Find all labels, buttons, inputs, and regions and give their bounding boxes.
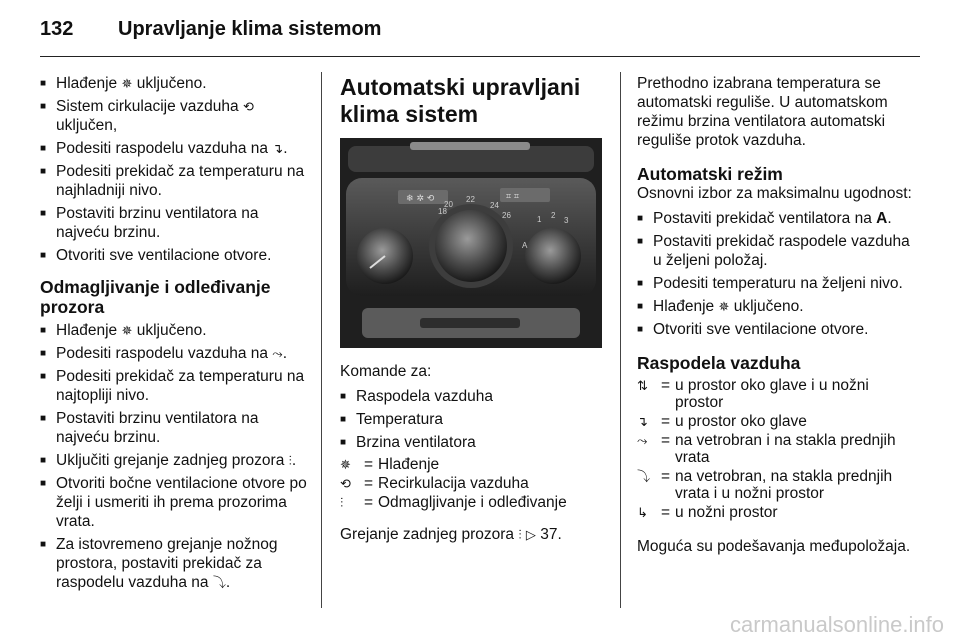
fan-label: 1 [537,215,542,224]
symbol-legend [340,456,567,513]
snowflake-icon: ✵ [718,300,730,315]
controls-intro: Komande za: [340,363,432,380]
list-item: ■ Temperatura [340,410,605,429]
auto-mode-intro: Osnovni izbor za maksimalnu ugodnost: [637,185,912,202]
fan-label: 3 [564,216,569,225]
list-item: ■ Podesiti prekidač za temperaturu na najtopliji nivo. [40,367,308,405]
section-heading-automatic: Automatski upravljani klima sistem [340,74,581,127]
list-item: ■ Postaviti brzinu ventilatora na najveću brzinu. [40,204,308,242]
page-number: 132 [40,18,74,40]
column-divider-2 [620,72,621,608]
list-item: ■ Otvoriti sve ventilacione otvore. [637,320,920,339]
list-item: ■ Za istovremeno grejanje nožnog prostora, postaviti prekidač za raspodelu vazduha na ⤵. [40,535,308,592]
air-distribution-legend [637,377,920,523]
column-divider-1 [321,72,322,608]
list-item: ■ Otvoriti sve ventilacione otvore. [40,246,308,265]
list-item: ■ Raspodela vazduha [340,387,605,406]
airflow-windshield-foot-icon: ⤵ [212,576,226,591]
rear-window-reference: Grejanje zadnjeg prozora ⫶ ▷ 37. [340,526,562,543]
list-item: ■ Postaviti prekidač raspodele vazduha u željeni položaj. [637,232,920,270]
svg-text:⌗ ⌗: ⌗ ⌗ [506,192,519,202]
list-item: ■ Postaviti brzinu ventilatora na najveću brzinu. [40,409,308,447]
airflow-windshield-icon: ⤳ [637,434,648,449]
list-item: ■ Postaviti prekidač ventilatora na A. [637,209,920,228]
snowflake-icon: ✵ [121,77,133,92]
page-header [40,18,920,52]
legend-row: ⤵ = na vetrobran, na stakla prednjih vrata i u nožni prostor [637,468,893,502]
fan-label: A [522,241,528,250]
section-heading-defog: Odmagljivanje i odleđivanje prozora [40,277,271,317]
snowflake-icon: ✵ [121,324,133,339]
legend-row: ↴ = u prostor oko glave [637,413,807,430]
controls-list [340,387,605,452]
legend-row: ↳ = u nožni prostor [637,504,778,521]
legend-row: ⫶ = Odmagljivanje i odleđivanje [340,494,567,511]
column-1 [40,74,308,596]
section-heading-auto-mode: Automatski režim [637,164,783,184]
airflow-foot-icon: ↳ [637,506,648,521]
watermark: carmanualsonline.info [729,612,944,637]
page-title: Upravljanje klima sistemom [118,18,382,40]
list-item: ■ Sistem cirkulacije vazduha ⟲ uključen, [40,97,308,135]
airflow-head-icon: ↴ [272,142,284,157]
list-item: ■ Hlađenje ✵ uključeno. [637,297,920,316]
list-item: ■ Podesiti temperaturu na željeni nivo. [637,274,920,293]
outro-paragraph: Moguća su podešavanja međupoložaja. [637,538,911,555]
temp-label: 26 [502,211,511,220]
list-item: ■ Uključiti grejanje zadnjeg prozora ⫶. [40,451,308,470]
airflow-head-icon: ↴ [637,415,648,430]
fan-label: 2 [551,211,556,220]
control-panel-illustration [340,138,602,348]
legend-row: ⟲ = Recirkulacija vazduha [340,475,529,492]
list-item: ■ Podesiti prekidač za temperaturu na najhladniji nivo. [40,162,308,200]
defrost-icon: ⫶ [340,496,344,511]
temp-label: 22 [466,195,475,204]
column-3 [637,74,920,562]
column-2 [340,74,605,550]
airflow-head-foot-icon: ⇅ [637,379,648,394]
rear-window-heating-icon: ⫶ [288,454,292,469]
temp-label: 18 [438,207,447,216]
list-item: ■ Otvoriti bočne ventilacione otvore po želji i usmeriti ih prema prozorima vrata. [40,474,308,531]
section-heading-air-distribution: Raspodela vazduha [637,353,801,373]
fan-speed-knob [525,228,581,284]
list-item: ■ Brzina ventilatora [340,433,605,452]
list-item: ■ Podesiti raspodelu vazduha na ⤳. [40,344,308,363]
rear-window-heating-icon: ⫶ [518,528,522,543]
list-item: ■ Podesiti raspodelu vazduha na ↴. [40,139,308,158]
climate-control-panel-photo [340,138,602,348]
list-item: ■ Hlađenje ✵ uključeno. [40,321,308,340]
temp-label: 20 [444,200,453,209]
recirculation-icon: ⟲ [242,100,254,115]
temp-label: 24 [490,201,499,210]
legend-row: ✵ = Hlađenje [340,456,440,473]
defog-steps-list [40,321,308,592]
auto-mode-list [637,209,920,339]
airflow-windshield-foot-icon: ⤵ [637,470,651,485]
header-rule [40,56,920,57]
recirculation-icon: ⟲ [340,477,351,492]
list-item: ■ Hlađenje ✵ uključeno. [40,74,308,93]
intro-paragraph: Prethodno izabrana temperatura se automatski reguliše. U automatskom režimu brzina ventilatora automatski reguliše protok vazduha. [637,75,888,149]
snowflake-icon: ✵ [340,458,351,473]
svg-text:❄ ✲ ⟲: ❄ ✲ ⟲ [406,194,435,204]
page-reference-arrow-icon: ▷ [525,528,536,543]
legend-row: ⇅ = u prostor oko glave i u nožni prostor [637,377,869,411]
cooling-steps-list [40,74,308,265]
temperature-knob [435,210,507,282]
legend-row: ⤳ = na vetrobran i na stakla prednjih vrata [637,432,896,466]
airflow-windshield-icon: ⤳ [272,347,283,362]
